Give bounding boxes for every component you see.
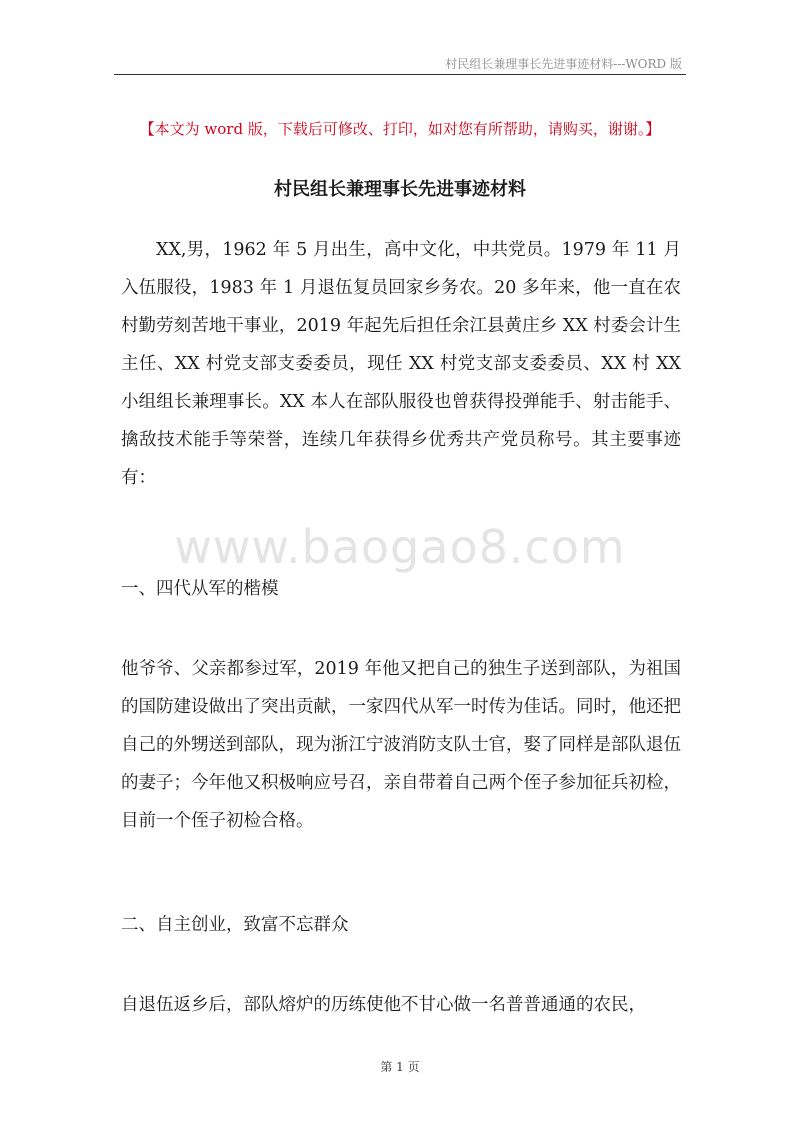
section-heading-1: 一、四代从军的楷模 <box>121 579 279 599</box>
section-2-paragraph: 自退伍返乡后，部队熔炉的历练使他不甘心做一名普普通通的农民， <box>121 995 646 1015</box>
watermark: www.baogao8.com <box>174 520 626 574</box>
running-header: 村民组长兼理事长先进事迹材料---WORD 版 <box>445 57 682 71</box>
section-1-paragraph: 他爷爷、父亲都参过军，2019 年他又把自己的独生子送到部队，为祖国的国防建设做出了突出贡献，一家四代从军一时传为佳话。同时，他还把自己的外甥送到部队，现为浙江宁波消防支队士官，娶了同样是部队退伍的妻子；今年他又积极响应号召，亲自带着自己两个侄子参加征兵初检，目前一个侄子初检合格。 <box>121 659 681 831</box>
header-divider <box>114 74 686 75</box>
document-title: 村民组长兼理事长先进事迹材料 <box>274 179 526 200</box>
page-number: 第 1 页 <box>380 1060 420 1074</box>
section-heading-2: 二、自主创业，致富不忘群众 <box>121 915 349 935</box>
purchase-notice: 【本文为 word 版，下载后可修改、打印，如对您有所帮助，请购买，谢谢。】 <box>139 120 661 138</box>
intro-paragraph: XX,男，1962 年 5 月出生，高中文化，中共党员。1979 年 11 月入伍服役，1983 年 1 月退伍复员回家乡务农。20 多年来，他一直在农村勤劳刻苦地干事业，2019 年起先后担任余江县黄庄乡 XX 村委会计生主任、XX 村党支部支委委员，现任 XX 村党支部支委委员、XX 村 XX 小组组长兼理事长。XX 本人在部队服役也曾获得投弹能手、射击能手、擒敌技术能手等荣誉，连续几年获得乡优秀共产党员称号。其主要事迹有： <box>121 240 681 488</box>
